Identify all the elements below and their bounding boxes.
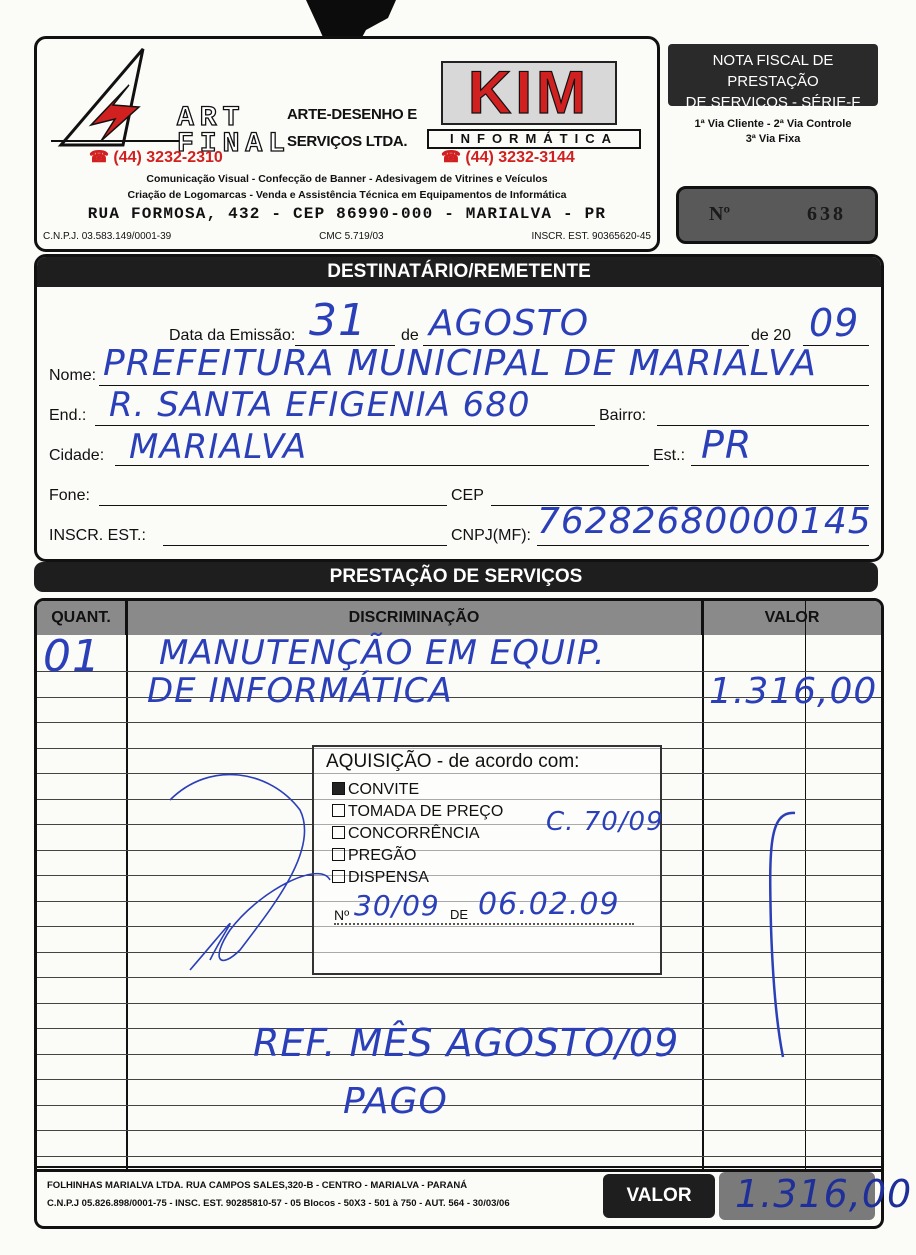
phone-kim: ☎ (44) 3232-3144 [441, 149, 575, 166]
bracket-mark [749, 807, 809, 1067]
issue-de1-label: de [401, 327, 419, 344]
copy-info-line1: 1ª Via Cliente - 2ª Via Controle [694, 118, 852, 130]
row-description-line2[interactable]: DE INFORMÁTICA [147, 671, 453, 711]
issuer-cmc: CMC 5.719/03 [319, 231, 384, 242]
issuer-cnpj: C.N.P.J. 03.583.149/0001-39 [43, 231, 172, 242]
art-logo-text-2: FINAL [177, 129, 292, 160]
option-concorrencia[interactable] [332, 825, 480, 843]
company-name-line1: ARTE-DESENHO E [287, 106, 417, 123]
inscr-est-line [163, 545, 447, 546]
reference-note[interactable]: REF. MÊS AGOSTO/09 [253, 1021, 680, 1065]
cnpj-value[interactable]: 76282680000145 [537, 501, 872, 542]
col-description-header: DISCRIMINAÇÃO [127, 601, 703, 635]
recipient-section [34, 254, 884, 562]
services-description-1: Comunicação Visual - Confecção de Banner - Adesivagem de Vitrines e Veículos [146, 173, 548, 185]
stamp-date-value[interactable]: 06.02.09 [478, 887, 620, 922]
company-name-line2: SERVIÇOS LTDA. [287, 133, 408, 150]
issuer-address: RUA FORMOSA, 432 - CEP 86990-000 - MARIALVA - PR [87, 205, 607, 223]
option-tomada-preco-label: TOMADA DE PREÇO [348, 803, 504, 820]
stamp-number-label: Nº [334, 907, 350, 923]
art-logo-text-1: ART [177, 103, 246, 134]
informatica-label: INFORMÁTICA [427, 129, 641, 149]
issue-day-value[interactable]: 31 [309, 295, 367, 346]
cep-label: CEP [451, 487, 484, 504]
issue-date-label: Data da Emissão: [169, 327, 296, 344]
col-quant-header: QUANT. [37, 601, 127, 635]
printer-footer [34, 1166, 913, 1229]
printer-info-line1: FOLHINHAS MARIALVA LTDA. RUA CAMPOS SALES,320-B - CENTRO - MARIALVA - PARANÁ [47, 1180, 468, 1191]
invoice-number-label: Nº [709, 203, 731, 225]
col-divider-2 [702, 601, 704, 1169]
option-convite-label: CONVITE [348, 781, 420, 798]
table-row [37, 1130, 881, 1131]
nota-fiscal-title [668, 44, 878, 111]
district-line [657, 425, 869, 426]
kim-logo [441, 61, 617, 125]
state-value[interactable]: PR [701, 423, 753, 467]
row-description-line1[interactable]: MANUTENÇÃO EM EQUIP. [159, 633, 606, 673]
services-title: PRESTAÇÃO DE SERVIÇOS [34, 562, 878, 592]
stamp-line [334, 923, 634, 925]
phone-label: Fone: [49, 487, 90, 504]
acquisition-stamp [312, 745, 662, 975]
cnpj-label: CNPJ(MF): [451, 527, 531, 544]
recipient-title: DESTINATÁRIO/REMETENTE [37, 257, 881, 287]
option-dispensa-label: DISPENSA [348, 869, 429, 886]
issuer-registration [43, 231, 651, 242]
city-value[interactable]: MARIALVA [129, 427, 308, 467]
name-value[interactable]: PREFEITURA MUNICIPAL DE MARIALVA [103, 343, 817, 384]
total-field [719, 1172, 913, 1220]
issuer-inscr: INSCR. EST. 90365620-45 [531, 231, 651, 242]
invoice-number-box [676, 186, 878, 244]
table-row [37, 1079, 881, 1080]
nota-title-line2: DE SERVIÇOS - SÉRIE-F [685, 94, 861, 111]
art-final-logo-icon [51, 45, 181, 155]
issue-month-value[interactable]: AGOSTO [429, 303, 590, 344]
nota-title-line1: NOTA FISCAL DE PRESTAÇÃO [712, 52, 834, 90]
district-label: Bairro: [599, 407, 647, 424]
state-label: Est.: [653, 447, 686, 464]
row-valor-value[interactable]: 1.316,00 [709, 671, 878, 712]
address-line [95, 425, 595, 426]
cnpj-line [537, 545, 869, 546]
option-tomada-preco[interactable] [332, 803, 503, 821]
issuer-header [34, 36, 660, 252]
address-label: End.: [49, 407, 87, 424]
col-divider-1 [126, 601, 128, 1169]
inscr-est-label: INSCR. EST.: [49, 527, 146, 544]
total-label: VALOR [603, 1174, 715, 1218]
table-row [37, 1105, 881, 1106]
stamp-de-label: DE [450, 907, 469, 922]
phone-line [99, 505, 447, 506]
option-concorrencia-label: CONCORRÊNCIA [348, 825, 480, 842]
address-value[interactable]: R. SANTA EFIGENIA 680 [109, 385, 531, 425]
convite-reference[interactable]: C. 70/09 [546, 807, 664, 837]
issue-de2-label: de 20 [751, 327, 792, 344]
table-row [37, 722, 881, 723]
printer-info-line2: C.N.P.J 05.826.898/0001-75 - INSC. EST. 90285810-57 - 05 Blocos - 50X3 - 501 à 750 - AUT. 564 - 30/03/06 [47, 1198, 510, 1209]
stamp-number-value[interactable]: 30/09 [354, 889, 440, 922]
option-pregao-label: PREGÃO [348, 847, 417, 864]
copy-info-line2: 3ª Via Fixa [745, 133, 801, 145]
paid-note[interactable]: PAGO [343, 1081, 448, 1122]
copy-info [668, 117, 878, 147]
table-row [37, 1156, 881, 1157]
kim-logo-text: KIM [468, 59, 590, 126]
invoice-number: 638 [807, 203, 846, 225]
col-valor-header: VALOR [703, 601, 881, 635]
city-label: Cidade: [49, 447, 105, 464]
phone-art-final: ☎ (44) 3232-2310 [89, 149, 223, 166]
services-description-2: Criação de Logomarcas - Venda e Assistência Técnica em Equipamentos de Informática [127, 189, 567, 201]
signature-mark [150, 760, 350, 980]
row-quant-value[interactable]: 01 [43, 631, 101, 682]
name-label: Nome: [49, 367, 97, 384]
total-value[interactable]: 1.316,00 [735, 1172, 913, 1216]
issue-year-value[interactable]: 09 [809, 301, 860, 345]
stamp-title: AQUISIÇÃO - de acordo com: [326, 751, 580, 772]
